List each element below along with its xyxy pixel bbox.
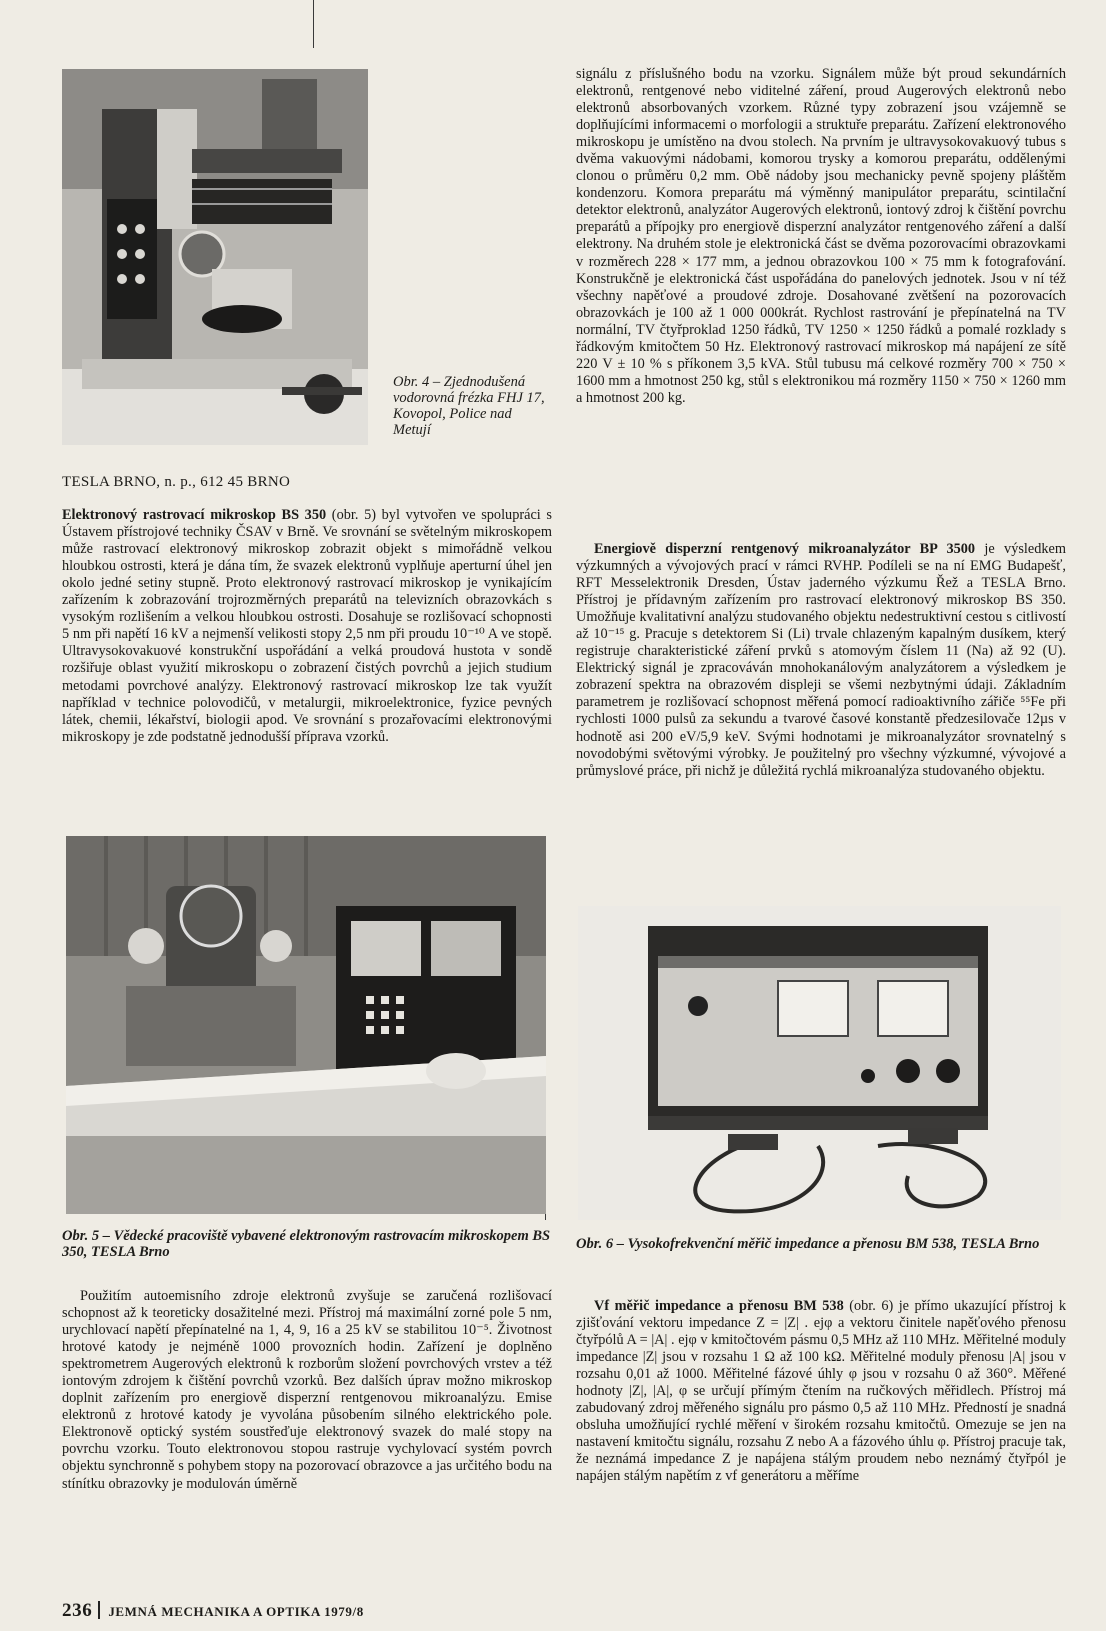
paragraph-bs350 (62, 507, 552, 746)
footer-divider (98, 1601, 100, 1619)
organization-heading: TESLA BRNO, n. p., 612 45 BRNO (62, 474, 291, 490)
paragraph-bm538 (576, 1298, 1066, 1486)
figure-6-photo (578, 906, 1061, 1220)
paragraph-title: Energiově disperzní rentgenový mikroanalyzátor BP 3500 (594, 541, 976, 557)
figure-6-caption: Obr. 6 – Vysokofrekvenční měřič impedance a přenosu BM 538, TESLA Brno (576, 1236, 1040, 1252)
paragraph-body: (obr. 5) byl vytvořen ve spolupráci s Ústavem přístrojové techniky ČSAV v Brně. Ve srovnání se světelným mikroskopem může rastrovací elektronový mikroskop zobrazit objekt s mimořádně velkou hloubkou ostrosti, která je dána tím, že svazek elektronů vyplňuje aperturní úhel jen okolo jedné setiny stupně. Proto elektronový rastrovací mikroskop je vynikajícím zařízením k zobrazování trojrozměrných preparátů na televizních obrazovkách s vysokým rozlišením a velkou hloubkou ostrosti. Dosahuje se rozlišovací schopnosti 5 nm při napětí 16 kV a nejmenší velikosti stopy 2,5 nm při proudu 10⁻¹⁰ A ve stopě. Ultravysokovakuové konstrukční uspořádání a velká proudová hustota v sondě rozšiřuje oblast využití mikroskopu o zobrazení čistých povrchů a jejich studium metodami povrchové analýzy. Elektronový rastrovací mikroskop lze tak využít například v technice polovodičů, v metalurgii, mikroelektronice, fyzice pevných látek, chemii, lékařství, biologii apod. Ve srovnání s prozařovacími elektronovými mikroskopy je zde podstatně jednodušší příprava vzorků. (62, 507, 552, 745)
right-column-middle (576, 541, 1066, 780)
paragraph-body: (obr. 6) je přímo ukazující přístroj k zjišťování vektoru impedance Z = |Z| . ejφ a vektoru činitele napěťového přenosu čtyřpólů A = |A| . ejφ v kmitočtovém pásmu 0,5 MHz až 110 MHz. Měřitelné moduly impedance |Z| jsou v rozsahu 1 Ω až 100 kΩ. Měřitelné moduly přenosu |A| jsou v rozsahu 0,01 až 1000. Měřitelné fázové úhly φ jsou v rozsahu 0 až 360°. Měřené hodnoty |Z|, |A|, φ se určují přímým čtením na ručkových měřidlech. Přístroj má zabudovaný zdroj měřeného signálu pro pásmo 0,5 až 110 MHz. Předností je snadná obsluha umožňující rychlé měření v širokém rozsahu kmitočtů. Omezuje se jen na nastavení kmitočtu signálu, rozsahu Z nebo A a fázového úhlu φ. Přístroj pracuje tak, že neznámá impedance Z je napájena stálým proudem nebo neznámý čtyřpól je napájen stálým napětím z vf generátoru a měříme (576, 1298, 1066, 1485)
paragraph-autoemission (62, 1288, 552, 1493)
page-number: 236 (62, 1600, 93, 1621)
page-footer (62, 1600, 364, 1622)
paragraph-signal-continuation: signálu z příslušného bodu na vzorku. Signálem může být proud sekundárních elektronů, rentgenové nebo viditelné záření, proud Augerových elektronů nebo elektronů absorbovaných vzorkem. Různé typy zobrazení jsou vzájemně se doplňujícími informacemi o morfologii a struktuře preparátu. Zařízení elektronového mikroskopu je umístěno na dvou stolech. Na prvním je ultravysokovakuový tubus s dvěma vakuovými nádobami, komorou trysky a komorou preparátu, oddělenými clonou o průměru 0,2 mm. Obě nádoby jsou mechanicky pevně spojeny pláštěm kondenzoru. Komora preparátu má výměnný manipulátor preparátu, scintilační detektor elektronů, analyzátor Augerových elektronů, iontový zdroj k čištění povrchu preparátů a přípojky pro energiově disperzní analyzátor rentgenového záření a další elektrony. Na druhém stole je elektronická část se dvěma pozorovacími obrazovkami v rozměrech 228 × 177 mm, a jednou obrazovkou 100 × 75 mm k fotografování. Konstrukčně je elektronická část uspořádána do panelových jednotek. Jsou v ní též všechny napěťové a proudové zdroje. Dosahované zvětšení na pozorovacích obrazovkách je 100 až 1 000 000krát. Rychlost rastrování je přepínatelná na TV normální, TV čtyřproklad 1250 řádků, TV 1250 × 1250 řádků a pomalé rozklady s řádkovým kmitočtem 50 Hz. Elektronový rastrovací mikroskop má napájení ze sítě 220 V ± 10 % s příkonem 3,5 kVA. Stůl tubusu má celkové rozměry 700 × 750 × 1600 mm a hmotnost 250 kg, stůl s elektronikou má rozměry 1150 × 750 × 1260 mm a hmotnost 200 kg. (576, 66, 1066, 406)
figure-4-caption: Obr. 4 – Zjednodušená vodorovná frézka FHJ 17, Kovopol, Police nad Metují (393, 374, 545, 438)
figure-4-photo (62, 69, 368, 445)
right-column-lower (576, 1298, 1066, 1486)
paragraph-body: Použitím autoemisního zdroje elektronů zvyšuje se zaručená rozlišovací schopnost až k teoreticky dosažitelné mezi. Přístroj má maximální zorné pole 5 nm, urychlovací napětí přepínatelné na 1, 4, 9, 16 a 25 kV se stabilitou 10⁻⁵. Životnost hrotové katody je nejméně 1000 provozních hodin. Zařízení je doplněno spektrometrem Augerových elektronů k rozborům složení povrchových vrstev a též iontovým zdrojem k čištění povrchů vzorků. Bez dalších úprav možno mikroskop doplnit zařízením pro energiově disperzní rentgenovou mikroanalýzu. Emise elektronů z hrotové katody je vyvolána působením silného elektrického pole. Elektronově optický systém soustřeďuje elektronový svazek do malé stopy na povrchu vzorku. Touto elektronovou stopou rastruje vychylovací systém povrch objektu synchronně s pohybem stopy na pozorovací obrazovce a jas určitého bodu na stínítku obrazovky je modulován úměrně (62, 1288, 552, 1492)
paragraph-body: je výsledkem výzkumných a vývojových prací v rámci RVHP. Podíleli se na ní EMG Budapešť, RFT Messelektronik Dresden, Ústav jaderného výzkumu Řež a TESLA Brno. Přístroj je přídavným zařízením pro rastrovací elektronový mikroskop BS 350. Umožňuje kvalitativní analýzu studovaného objektu nedestruktivní cestou s citlivostí až 10⁻¹⁵ g. Pracuje s detektorem Si (Li) trvale chlazeným kapalným dusíkem, který registruje charakteristické záření prvků s atomovým číslem 11 (Na) až 92 (U). Elektrický signál je zpracováván mnohokanálovým analyzátorem a výsledkem je zobrazení spektra na obrazovém displeji se všemi nezbytnými údaji. Základním parametrem je rozlišovací schopnost měřená pomocí radioaktivního zářiče ⁵⁵Fe při rychlosti 1000 pulsů za sekundu a tvarové časové konstantě předzesilovače 12µs v hodnotě asi 200 eV/5,9 keV. Svými hodnotami je mikroanalyzátor srovnatelný s novodobými světovými výrobky. Je použitelný pro všechny výzkumné, vývojové a průmyslové práce, při nichž je důležitá rychlá mikroanalýza studovaného objektu. (576, 541, 1066, 779)
page-crease-line (313, 0, 314, 48)
left-column-upper (62, 474, 552, 746)
paragraph-bp3500 (576, 541, 1066, 780)
journal-title: JEMNÁ MECHANIKA A OPTIKA 1979/8 (108, 1604, 364, 1619)
figure-5-caption: Obr. 5 – Vědecké pracoviště vybavené elektronovým rastrovacím mikroskopem BS 350, TESLA Brno (62, 1228, 551, 1260)
right-column-upper (576, 66, 1066, 407)
left-column-lower (62, 1288, 552, 1493)
figure-5-photo (66, 836, 546, 1214)
paragraph-title: Elektronový rastrovací mikroskop BS 350 (62, 507, 327, 524)
paragraph-title: Vf měřič impedance a přenosu BM 538 (594, 1298, 844, 1314)
